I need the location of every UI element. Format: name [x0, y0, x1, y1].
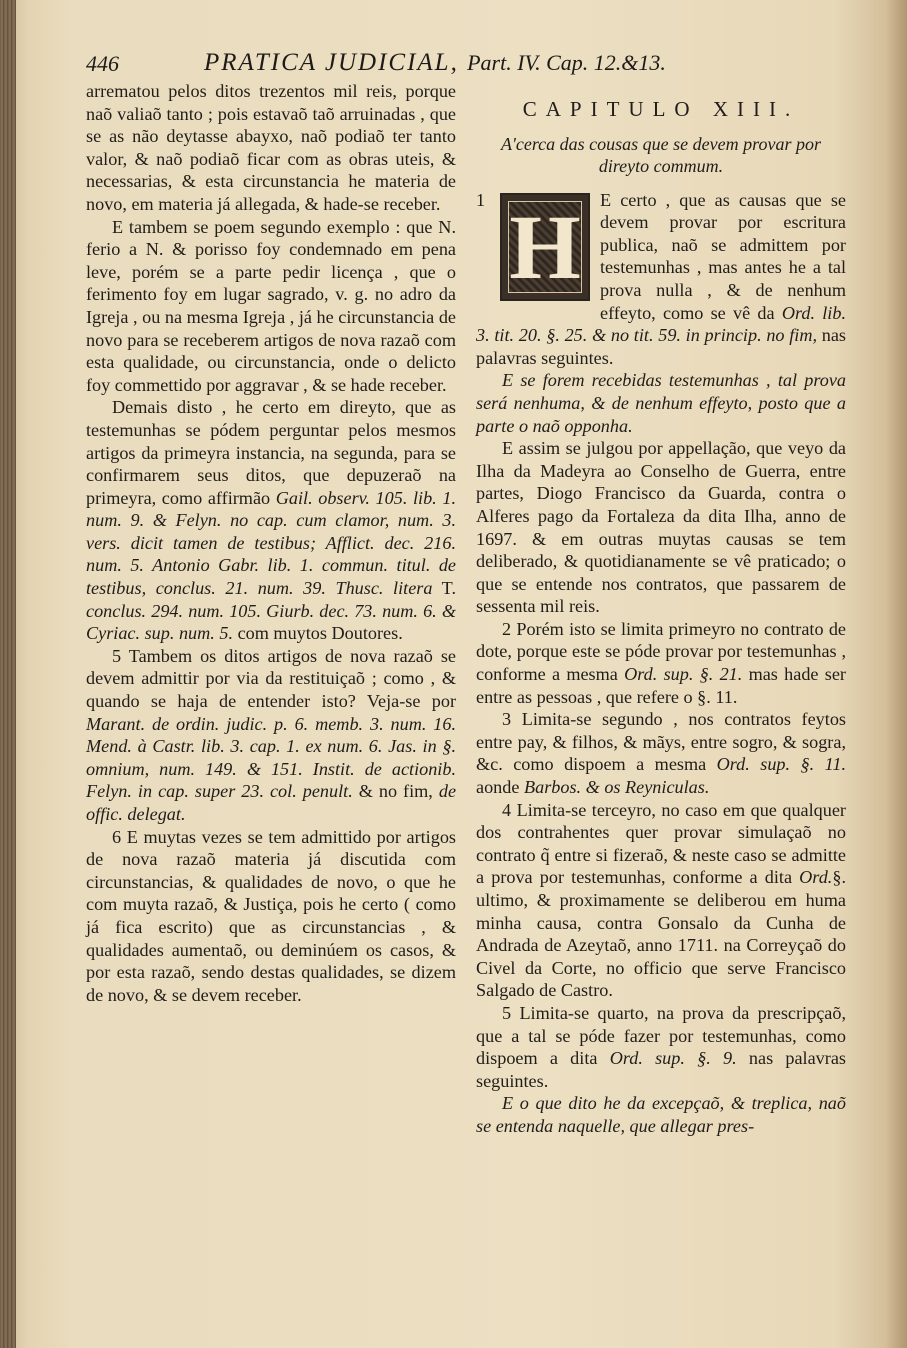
running-title [204, 49, 666, 77]
quotation-1: E se forem recebidas testemunhas , tal prova será nenhuma, & de nenhum effeyto, posto que a parte o naõ opponha. [476, 370, 846, 436]
paragraph-3-text: 3 Limita-se segundo , nos contratos feytos entre pay, & filhos, & mãys, entre sogro, & sogra, &c. como dispoem a mesma [476, 709, 846, 775]
paragraph-3-authors: Barbos. & os Reyniculas. [523, 777, 710, 798]
paragraph-appellation: E assim se julgou por appellação, que veyo da Ilha da Madeyra ao Conselho de Guerra, entre partes, Diogo Francisco da Guarda, contra o Alferes pago da Fortaleza da dita Ilha, anno de 1697. & em outras muytas causas se tem deliberado, & quotidianamente se vê praticado; o que se entende nos contratos, que passarem de sessenta mil reis. [476, 438, 846, 617]
paragraph-4 [476, 799, 846, 1002]
paragraph-example: E tambem se poem segundo exemplo : que N. ferio a N. & porisso foy condemnado em pena leve, porém se a parte pedir licença , que o ferimento foy em lugar sagrado, v. g. no adro da Igreja , ou na mesma Igreja , já he circunstancia de novo para se receberem artigos de nova razaõ com esta qualidade, ou circunstancia, onde o delicto foy commettido por aggravar , & se hade receber. [86, 216, 456, 395]
decorated-initial [500, 193, 590, 301]
paragraph-5-citations: Marant. de ordin. judic. p. 6. memb. 3. num. 16. Mend. à Castr. lib. 3. cap. 1. ex num. 6. Jas. in §. omnium, num. 149. & 151. Instit. de actionib. Felyn. in cap. super 23. col. penult. [86, 713, 456, 802]
paragraph-4-text: 4 Limita-se terceyro, no caso em que qualquer dos contrahentes quer provar simulaçaõ no contrato q̃ entre si fizeraõ, & neste caso se admitte a prova por testemunhas, conforme a dita [476, 799, 846, 888]
paragraph-1-text: E certo , que as causas que se devem provar por escritura publica, naõ se admittem por testemunhas , mas antes he a tal prova nulla , & de nenhum effeyto, como se vê da [600, 189, 846, 323]
chapter-title: CAPITULO XIII. [522, 97, 800, 121]
paragraph-3-citation: Ord. sup. §. 11. [716, 754, 846, 775]
paragraph-5-right [476, 1002, 846, 1092]
witnesses-end: com muytos Doutores. [233, 623, 403, 644]
paragraph-1-end: nas palavras seguintes. [476, 325, 847, 368]
paragraph-number-1: 1 [476, 189, 485, 210]
paragraph-5-mid: & no fim, [352, 781, 439, 802]
right-column [476, 80, 846, 1138]
witnesses-citations-2: conclus. 294. num. 105. Giurb. dec. 73. num. 6. & Cyriac. sup. num. 5. [86, 600, 456, 644]
paragraph-2-citation: Ord. sup. §. 21. [624, 664, 743, 685]
paragraph-3-mid: aonde [476, 777, 524, 798]
paragraph-5 [86, 645, 456, 826]
paragraph-5-text: 5 Tambem os ditos artigos de nova razaõ se devem admittir por via da restituiçaõ ; como , & quando se haja de entender isto? Veja-se por [86, 645, 456, 712]
paragraph-2 [476, 618, 846, 708]
chapter-subtitle: A'cerca das cousas que se devem provar por direyto commum. [501, 133, 821, 176]
paragraph-5-right-citation: Ord. sup. §. 9. [609, 1048, 737, 1069]
page-number: 446 [86, 51, 119, 76]
paragraph-3 [476, 708, 846, 798]
paragraph-2-end: mas hade ser entre as pessoas , que refere o §. 11. [476, 664, 846, 707]
paragraph-1-citation: Ord. lib. 3. tit. 20. §. 25. & no tit. 59. in princip. no fim, [476, 302, 846, 346]
part-reference: Part. IV. Cap. 12.&13. [467, 50, 666, 75]
paragraph-5-end-citation: de offic. delegat. [86, 781, 457, 824]
paragraph-continued: arrematou pelos ditos trezentos mil reis, porque naõ valiaõ tanto ; pois estavaõ taõ arruinadas , que se as não deytasse abayxo, naõ podiaõ ter tanto valor, & naõ podiaõ ficar com as obras uteis, & necessarias, & esta circunstancia he materia de novo, em materia já allegada, & hade-se receber. [86, 81, 456, 214]
paragraph-6: 6 E muytas vezes se tem admittido por artigos de nova razaõ materia já discutida com circunstancias, & qualidades de novo, o que he com muyta razaõ, & Justiça, pois he certo ( como já fica escrito) que as circunstancias , & qualidades aumentaõ, ou deminúem os casos, & por esta razaõ, sendo destas qualidades, se dizem de novo, & se devem receber. [86, 826, 456, 1005]
chapter-opening [476, 189, 846, 370]
quotation-2: E o que dito he da excepçaõ, & treplica, naõ se entenda naquelle, que allegar pres- [476, 1093, 846, 1136]
left-column [86, 80, 456, 1006]
book-binding [0, 0, 16, 1348]
initial-letter: H [509, 195, 581, 298]
paragraph-5-right-text: 5 Limita-se quarto, na prova da prescripçaõ, que a tal se póde fazer por testemunhas, como dispoem a dita [476, 1002, 846, 1069]
witnesses-letter: T. [432, 578, 456, 599]
paragraph-5-right-end: nas palavras seguintes. [476, 1048, 846, 1091]
paragraph-2-text: 2 Porém isto se limita primeyro no contrato de dote, porque este se póde provar por testemunhas , conforme a mesma [476, 618, 846, 685]
witnesses-text: Demais disto , he certo em direyto, que as testemunhas se pódem perguntar pelos mesmos artigos da primeyra instancia, na segunda, para se confirmarem seus ditos, que depuzeraõ na primeyra, como affirmão [86, 397, 456, 508]
page-header [86, 47, 846, 83]
witnesses-citations: Gail. observ. 105. lib. 1. num. 9. & Felyn. no cap. cum clamor, num. 3. vers. dicit tamen de testibus; Afflict. dec. 216. num. 5. Antonio Gabr. lib. 1. commun. titul. de testibus, conclus. 21. num. 39. Thusc. litera [86, 487, 456, 599]
running-title-text: PRATICA JUDICIAL, [204, 49, 459, 76]
paragraph-4-citation: Ord. [799, 867, 833, 888]
page-edge-shadow [885, 0, 907, 1348]
paragraph-4-end: §. ultimo, & proximamente se deliberou em huma minha causa, contra Gonsalo da Cunha de Andrada de Azeytaõ, anno 1711. na Correyçaõ do Civel da Corte, no officio que serve Francisco Salgado de Castro. [476, 867, 846, 1001]
paragraph-witnesses [86, 396, 456, 645]
